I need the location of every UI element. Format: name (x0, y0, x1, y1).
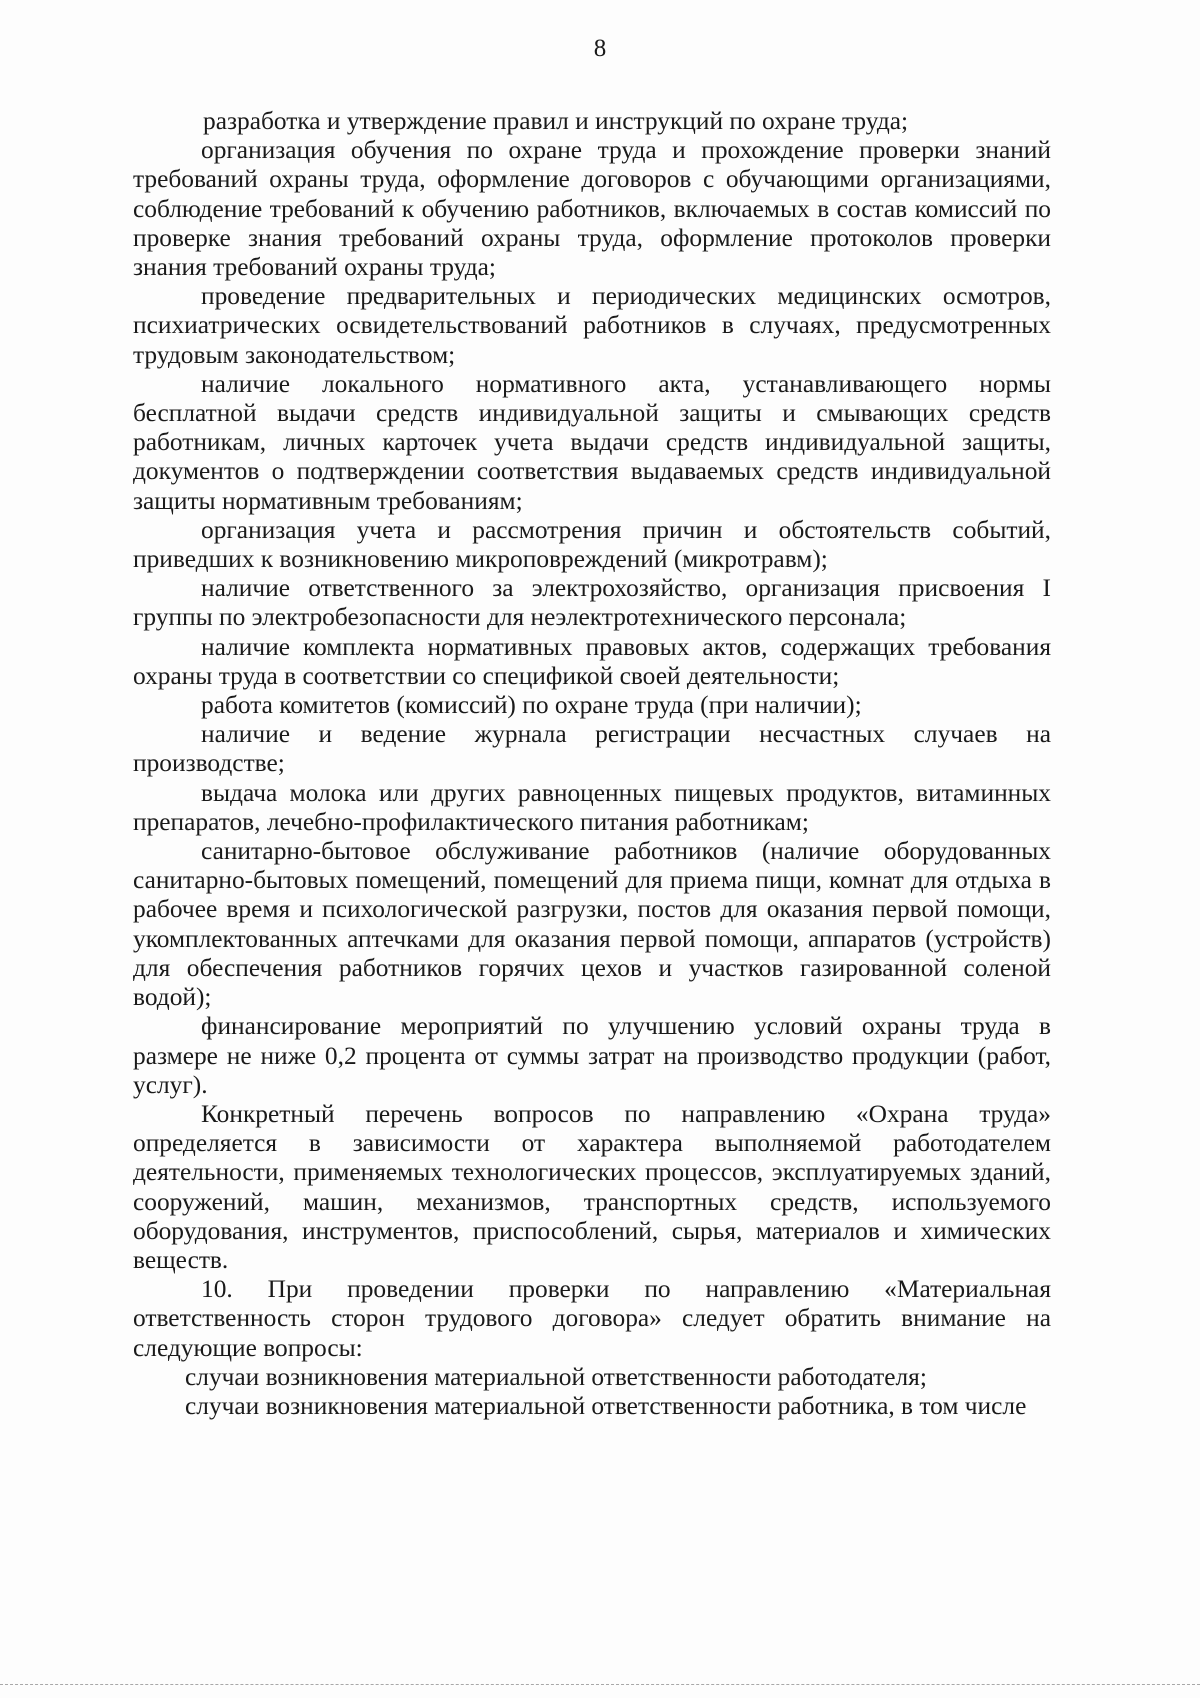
paragraph: случаи возникновения материальной ответственности работодателя; (185, 1362, 927, 1391)
paragraph: санитарно-бытовое обслуживание работников (наличие оборудованных санитарно-бытовых помещений, помещений для приема пищи, комнат для отдыха в рабочее время и психологической разгрузки, постов для оказания первой помощи, укомплектованных аптечками для оказания первой помощи, аппаратов (устройств) для обеспечения работников горячих цехов и участков газированной соленой водой); (133, 837, 1051, 1012)
paragraph: наличие комплекта нормативных правовых актов, содержащих требования охраны труда в соответствии со спецификой своей деятельности; (133, 632, 1051, 690)
paragraph: работа комитетов (комиссий) по охране труда (при наличии); (201, 691, 862, 720)
paragraph: Конкретный перечень вопросов по направлению «Охрана труда» определяется в зависимости от характера выполняемой работодателем деятельности, применяемых технологических процессов, эксплуатируемых зданий, сооружений, машин, механизмов, транспортных средств, используемого оборудования, инструментов, приспособлений, сырья, материалов и химических веществ. (133, 1099, 1051, 1274)
document-body (133, 107, 1051, 1421)
section-10-paragraph: 10. При проведении проверки по направлению «Материальная ответственность сторон трудового договора» следует обратить внимание на следующие вопросы: (133, 1275, 1051, 1362)
paragraph: проведение предварительных и периодических медицинских осмотров, психиатрических освидетельствований работников в случаях, предусмотренных трудовым законодательством; (133, 282, 1051, 369)
paragraph: случаи возникновения материальной ответственности работника, в том числе (185, 1391, 1027, 1420)
paragraph: разработка и утверждение правил и инструкций по охране труда; (203, 107, 909, 135)
paragraph: наличие ответственного за электрохозяйство, организация присвоения I группы по электробезопасности для неэлектротехнического персонала; (133, 574, 1051, 632)
paragraph: выдача молока или других равноценных пищевых продуктов, витаминных препаратов, лечебно-профилактического питания работникам; (133, 778, 1051, 836)
paragraph: наличие локального нормативного акта, устанавливающего нормы бесплатной выдачи средств индивидуальной защиты и смывающих средств работникам, личных карточек учета выдачи средств индивидуальной защиты, документов о подтверждении соответствия выдаваемых средств индивидуальной защиты нормативным требованиям; (133, 369, 1051, 515)
paragraph: наличие и ведение журнала регистрации несчастных случаев на производстве; (133, 720, 1051, 778)
page-number: 8 (593, 35, 607, 62)
paragraph: организация учета и рассмотрения причин и обстоятельств событий, приведших к возникновению микроповреждений (микротравм); (133, 515, 1051, 574)
scan-edge-line (0, 1684, 1200, 1685)
paragraph: финансирование мероприятий по улучшению условий охраны труда в размере не ниже 0,2 процента от суммы затрат на производство продукции (работ, услуг). (133, 1012, 1051, 1099)
paragraph: организация обучения по охране труда и прохождение проверки знаний требований охраны труда, оформление договоров с обучающими организациями, соблюдение требований к обучению работников, включаемых в состав комиссий по проверке знания требований охраны труда, оформление протоколов проверки знания требований охраны труда; (133, 136, 1051, 282)
